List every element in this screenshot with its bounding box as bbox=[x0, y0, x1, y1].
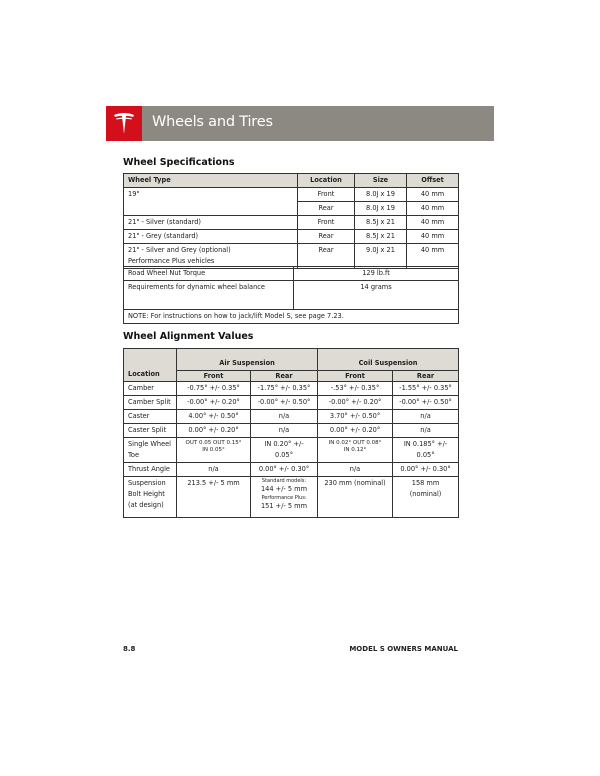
table-row: Caster Split 0.00° +/- 0.20° n/a 0.00° +/- 0.20° n/a bbox=[124, 424, 459, 438]
alignment-table: Location Air Suspension Coil Suspension Front Rear Front Rear Camber -0.75° +/- 0.35° -1.75° +/- 0.35° -.53° +/- 0.35° -1.55° +/- 0.35° Camber Split -0.00° +/- 0.20° -0.00° +/- 0.50° -0.00° +/- 0.20° -0.00° +/- 0.50° Caster 4.00° +/- 0.50° n/a 3.70° +/- 0.50° n/a Caster Split 0.00° +/- 0.20° n/a 0.00° +/- 0.20° n/a Single Wheel Toe OUT 0.05 OUT 0.15° IN 0.05° IN 0.20° +/- 0.05° IN 0.02° OUT 0.08° IN 0.12° IN 0.185° +/- 0.05° Thrust Angle n/a 0.00° +/- 0.30° n/a 0.00° +/- 0.30° Suspension Bolt Height (at design) 213.5 +/- 5 mm Standard models: 144 +/- 5 mm Performance Plus: 151 +/- 5 mm 230 mm (nominal) 158 mm (nominal) bbox=[123, 348, 459, 518]
table-row: 21" - Silver (standard) Front 8.5J x 21 40 mm bbox=[124, 216, 459, 230]
col-header: Size bbox=[355, 174, 407, 188]
col-header: Wheel Type bbox=[124, 174, 298, 188]
alignment-heading: Wheel Alignment Values bbox=[123, 331, 254, 342]
table-row: 21" - Silver and Grey (optional) Performance Plus vehicles Rear 9.0J x 21 40 mm bbox=[124, 244, 459, 269]
col-header: Offset bbox=[407, 174, 459, 188]
tesla-logo-icon bbox=[106, 106, 142, 141]
table-row: 19" Front 8.0J x 19 40 mm bbox=[124, 188, 459, 202]
manual-title: MODEL S OWNERS MANUAL bbox=[349, 645, 458, 653]
page-title: Wheels and Tires bbox=[152, 114, 273, 130]
table-row: Camber -0.75° +/- 0.35° -1.75° +/- 0.35° -.53° +/- 0.35° -1.55° +/- 0.35° bbox=[124, 382, 459, 396]
table-row: Suspension Bolt Height (at design) 213.5 +/- 5 mm Standard models: 144 +/- 5 mm Performance Plus: 151 +/- 5 mm 230 mm (nominal) 158 mm (nominal) bbox=[124, 477, 459, 518]
jack-note: NOTE: For instructions on how to jack/lift Model S, see page 7.23. bbox=[124, 310, 459, 324]
wheel-specs-table bbox=[123, 173, 459, 269]
col-header: Location bbox=[298, 174, 355, 188]
section-header bbox=[106, 106, 494, 141]
table-row: Single Wheel Toe OUT 0.05 OUT 0.15° IN 0.05° IN 0.20° +/- 0.05° IN 0.02° OUT 0.08° IN 0.12° IN 0.185° +/- 0.05° bbox=[124, 438, 459, 463]
table-row: Road Wheel Nut Torque 129 lb.ft bbox=[124, 267, 459, 281]
table-row: Camber Split -0.00° +/- 0.20° -0.00° +/- 0.50° -0.00° +/- 0.20° -0.00° +/- 0.50° bbox=[124, 396, 459, 410]
table-row: Caster 4.00° +/- 0.50° n/a 3.70° +/- 0.50° n/a bbox=[124, 410, 459, 424]
wheel-specs-heading: Wheel Specifications bbox=[123, 157, 235, 168]
table-row: Requirements for dynamic wheel balance 14 grams bbox=[124, 281, 459, 310]
table-row: Thrust Angle n/a 0.00° +/- 0.30° n/a 0.00° +/- 0.30° bbox=[124, 463, 459, 477]
torque-table bbox=[123, 266, 459, 324]
table-row: 21" - Grey (standard) Rear 8.5J x 21 40 mm bbox=[124, 230, 459, 244]
page-number: 8.8 bbox=[123, 645, 136, 653]
table-row: Rear 8.0J x 19 40 mm bbox=[124, 202, 459, 216]
